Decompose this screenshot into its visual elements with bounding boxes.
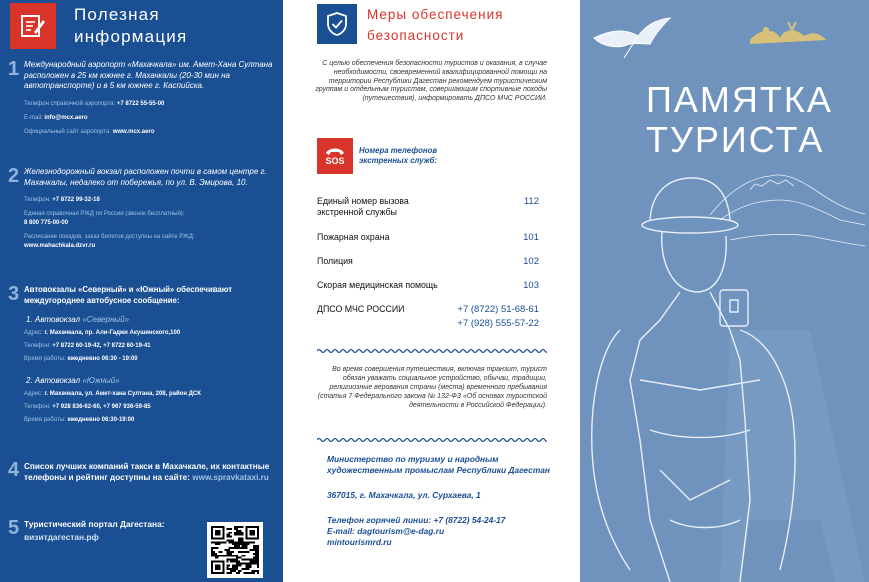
emergency-label: Номера телефонов экстренных служб: [359,146,438,165]
bus-south-address: Адрес: г. Махачкала, ул. Амет-хана Султана, 208, район ДСК [24,391,201,397]
rzd-info: Единая справочная РЖД по России (звонок бесплатный): 8 800 775-00-00 [24,211,185,226]
service-number[interactable]: 101 [523,232,539,243]
emergency-row [317,232,539,256]
emergency-list [317,196,539,330]
ministry-hotline[interactable]: Телефон горячей линии: +7 (8722) 54-24-17 [327,515,506,525]
airport-text: Международный аэропорт «Махачкала» им. Амет-Хана Султана расположен в 25 км южнее г. Махачкалы (20-30 мин на автотранспорте) и в 5 км южнее г. Каспийска. [24,60,273,90]
sos-phone-icon [317,138,353,174]
dpso-name: ДПСО МЧС РОССИИ [317,304,405,314]
taxi-site-link[interactable]: www.spravkataxi.ru [192,473,269,482]
traveler-obligations: Во время совершения путешествия, включая транзит, турист обязан уважать социальное устройство, обычаи, традиции, религиозные верования страны (места) временного пребывания (статья 7 Федерального закона № 132-ФЗ «Об основах туристской деятельности в Российской Федерации). [317,366,547,409]
portal-site-link[interactable]: визитдагестан.рф [24,532,99,542]
railway-text: Железнодорожный вокзал расположен почти в самом центре г. Махачкалы, недалеко от побережья, по ул. В. Эмирова, 10. [24,167,267,187]
section-number: 1 [8,58,20,80]
left-title-line1: Полезная [74,5,160,24]
bus-section [8,285,273,425]
rzd-schedule: Расписание поездов, заказ билетов доступны на сайте РЖД: www.mahachkala.dzvr.ru [24,234,195,249]
emergency-row [317,256,539,280]
taxi-text: Список лучших компаний такси в Махачкале, их контактные телефоны и рейтинг доступны на сайте: www.spravkataxi.ru [24,462,270,482]
middle-title-line1: Меры обеспечения [367,7,504,22]
taxi-section [8,461,273,483]
eagle-icon [594,18,670,58]
bus-north-phone: Телефон: +7 8722 60-19-42, +7 8722 60-19-41 [24,343,151,349]
sos-label: SOS [325,156,345,166]
bus-south-phone: Телефон: +7 928 836-62-60, +7 967 936-59-85 [24,404,151,410]
ministry-site[interactable]: mintourismrd.ru [327,537,392,547]
airport-section [8,60,273,137]
bus-south-label: 2. Автовокзал «Южный» [26,376,120,385]
wave-divider [317,437,547,443]
emergency-row [317,196,539,226]
dpso-phone-2[interactable]: +7 (928) 555-57-22 [457,318,539,329]
brochure-title-line2: ТУРИСТА [646,119,825,160]
airport-phone: Телефон справочной аэропорта: +7 8722 55-55-00 [24,100,165,107]
bus-north-label: 1. Автовокзал «Северный» [26,315,130,324]
service-name: Единый номер вызова экстренной службы [317,196,409,217]
left-title-line2: информация [74,27,188,46]
service-number[interactable]: 103 [523,280,539,291]
safety-intro: С целью обеспечения безопасности туристов и оказания, в случае необходимости, своевременной квалифицированной помощи на территории Республики Дагестан рекомендуем туристическим группам и отдельным туристам, совершающим спортивные походы (путешествия), информировать ДПСО МЧС РОССИИ. [315,60,547,103]
document-pen-icon [10,3,56,49]
ministry-email[interactable]: E-mail: dagtourism@e-dag.ru [327,526,445,536]
middle-title [367,4,503,46]
qr-code-image [211,526,259,574]
left-title [74,4,187,48]
dpso-phones [457,304,539,330]
bus-south-hours: Время работы: ежедневно 06:30-19:00 [24,417,135,423]
railway-section [8,167,273,251]
middle-panel [283,0,580,582]
qr-code[interactable] [207,522,263,578]
right-panel [580,0,869,582]
dpso-phone-1[interactable]: +7 (8722) 51-68-61 [457,304,539,315]
ministry-name: Министерство по туризму и народным художественным промыслам Республики Дагестан [327,454,550,475]
middle-title-line2: безопасности [367,28,465,43]
section-number: 5 [8,517,20,539]
service-number[interactable]: 112 [523,196,539,207]
shield-check-icon [317,4,357,44]
service-name: Пожарная охрана [317,232,390,242]
ministry-address: 367015, г. Махачкала, ул. Сурхаева, 1 [327,490,481,500]
bus-text: Автовокзалы «Северный» и «Южный» обеспечивают междугороднее автобусное сообщение: [24,285,233,305]
bus-north-hours: Время работы: ежедневно 06:30 - 19:00 [24,356,138,362]
portal-text: Туристический портал Дагестана: [24,519,165,529]
middle-header [317,4,503,46]
wave-divider [317,348,547,354]
section-number: 3 [8,283,20,305]
service-name: Скорая медицинская помощь [317,280,438,290]
bus-north-address: Адрес: г. Махачкала, пр. Али-Гаджи Акушинского,100 [24,330,181,336]
section-number: 4 [8,459,20,481]
railway-phone: Телефон: +7 8722 99-32-18 [24,197,100,203]
mountain-village-icon [710,175,865,246]
left-panel [0,0,283,582]
airport-email: E-mail: info@mcx.aero [24,114,88,121]
service-name: Полиция [317,256,353,266]
brochure-title-line1: ПАМЯТКА [646,79,833,120]
left-header [10,3,187,49]
ministry-contacts [327,454,552,548]
dpso-row [317,304,539,330]
brochure-title [646,80,833,160]
section-number: 2 [8,165,20,187]
service-number[interactable]: 102 [523,256,539,267]
logo-icon [750,22,826,44]
airport-site: Официальный сайт аэропорта: www.mcx.aero [24,128,155,135]
emergency-row [317,280,539,304]
sos-block [317,138,437,174]
